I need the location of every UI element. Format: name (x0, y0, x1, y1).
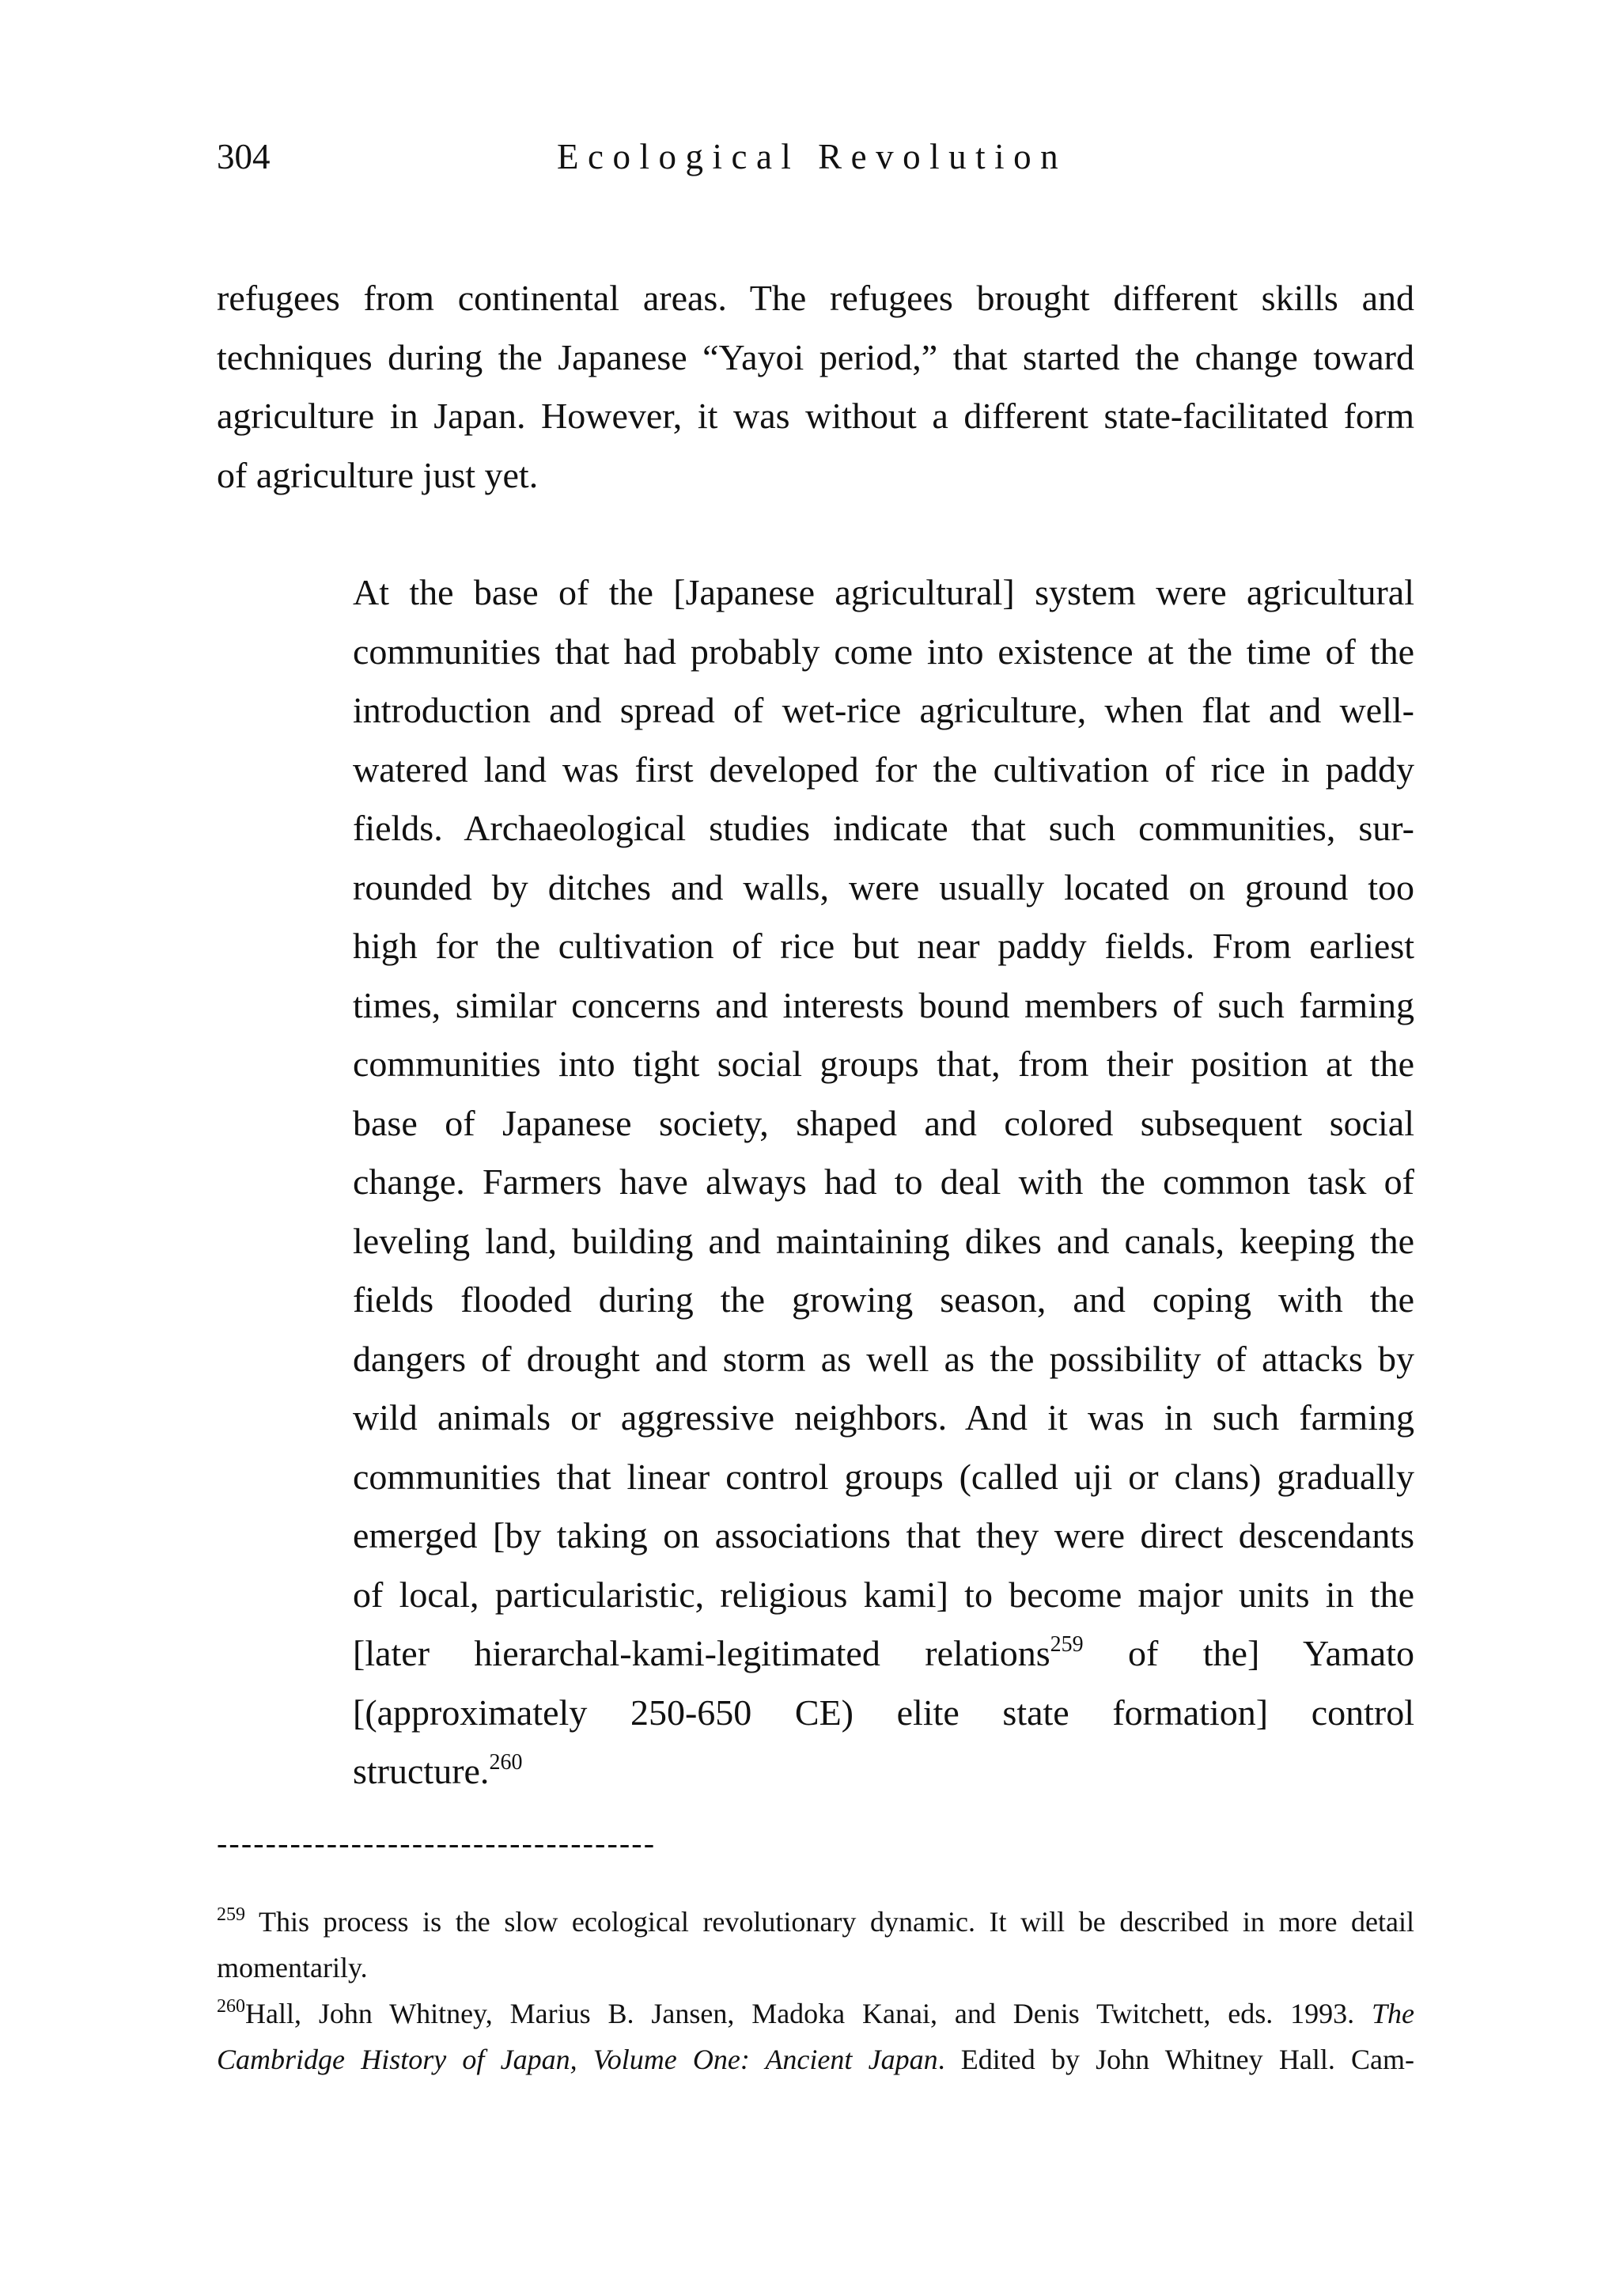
footnote-text: Hall, John Whitney, Marius B. Jansen, Madoka Kanai, and Denis Twitchett, eds. 1993. (245, 1998, 1372, 2029)
footnote-line (217, 1899, 1414, 1945)
footnote-ref-260[interactable]: 260 (489, 1750, 523, 1775)
quote-line: introduction and spread of wet-rice agriculture, when flat and well- (353, 690, 1414, 730)
quote-line (353, 1624, 1414, 1684)
quote-line (353, 1742, 1414, 1802)
quote-line: of local, particularistic, religious kami] to become major units in the (353, 1574, 1414, 1615)
paragraph-line: techniques during the Japanese “Yayoi period,” that started the change toward (217, 336, 1414, 377)
quote-line: [(approximately 250-650 CE) elite state formation] control (353, 1692, 1414, 1733)
footnote-259 (217, 1899, 1414, 1991)
paragraph-line: of agriculture just yet. (217, 454, 539, 495)
footnote-marker: 260 (217, 1996, 245, 2017)
block-quote (353, 563, 1414, 1802)
footnote-line: momentarily. (217, 1952, 368, 1983)
quote-line: fields flooded during the growing season, and coping with the (353, 1279, 1414, 1320)
footnote-text-italic: The (1372, 1998, 1414, 2029)
footnote-line (217, 1991, 1414, 2036)
quote-line: communities into tight social groups that, from their position at the (353, 1044, 1414, 1084)
page-number: 304 (217, 137, 271, 176)
quote-line: emerged [by taking on associations that they were direct descendants (353, 1515, 1414, 1555)
footnote-text: This process is the slow ecological revolutionary dynamic. It will be described in more detail (245, 1906, 1414, 1938)
quote-line-text: structure. (353, 1751, 490, 1791)
footnote-marker: 259 (217, 1904, 245, 1925)
footnote-line (217, 2036, 1414, 2082)
quote-line: communities that linear control groups (called uji or clans) gradually (353, 1456, 1414, 1497)
quote-line: change. Farmers have always had to deal with the common task of (353, 1161, 1414, 1202)
footnote-text: . Edited by John Whitney Hall. Cam- (937, 2044, 1415, 2075)
footnote-separator: ------------------------------------ (217, 1825, 657, 1861)
paragraph-line: agriculture in Japan. However, it was without a different state-facilitated form (217, 396, 1414, 436)
body-paragraph (217, 269, 1414, 505)
quote-line-text: [later hierarchal-kami-legitimated relations (353, 1633, 1050, 1673)
paragraph-line: refugees from continental areas. The refugees brought different skills and (217, 278, 1414, 318)
footnote-ref-259[interactable]: 259 (1050, 1632, 1084, 1657)
footnotes (217, 1899, 1414, 2082)
quote-line: times, similar concerns and interests bound members of such farming (353, 984, 1414, 1025)
quote-line: high for the cultivation of rice but near paddy fields. From earliest (353, 926, 1414, 966)
quote-line: rounded by ditches and walls, were usually located on ground too (353, 866, 1414, 907)
quote-line: communities that had probably come into existence at the time of the (353, 631, 1414, 672)
running-head (217, 136, 1414, 191)
quote-line: dangers of drought and storm as well as the possibility of attacks by (353, 1338, 1414, 1379)
footnote-text-italic: Cambridge History of Japan, Volume One: Ancient Japan (217, 2044, 938, 2075)
running-title: Ecological Revolution (557, 137, 1068, 176)
quote-line-text: of the] Yamato (1083, 1633, 1415, 1673)
quote-line: At the base of the [Japanese agricultural] system were agricultural (353, 572, 1414, 612)
quote-line: watered land was first developed for the cultivation of rice in paddy (353, 748, 1414, 790)
quote-line: fields. Archaeological studies indicate that such communities, sur- (353, 808, 1414, 848)
footnote-260 (217, 1991, 1414, 2082)
quote-line: leveling land, building and maintaining dikes and canals, keeping the (353, 1220, 1414, 1261)
quote-line: wild animals or aggressive neighbors. And it was in such farming (353, 1397, 1414, 1438)
quote-line: base of Japanese society, shaped and colored subsequent social (353, 1102, 1414, 1143)
